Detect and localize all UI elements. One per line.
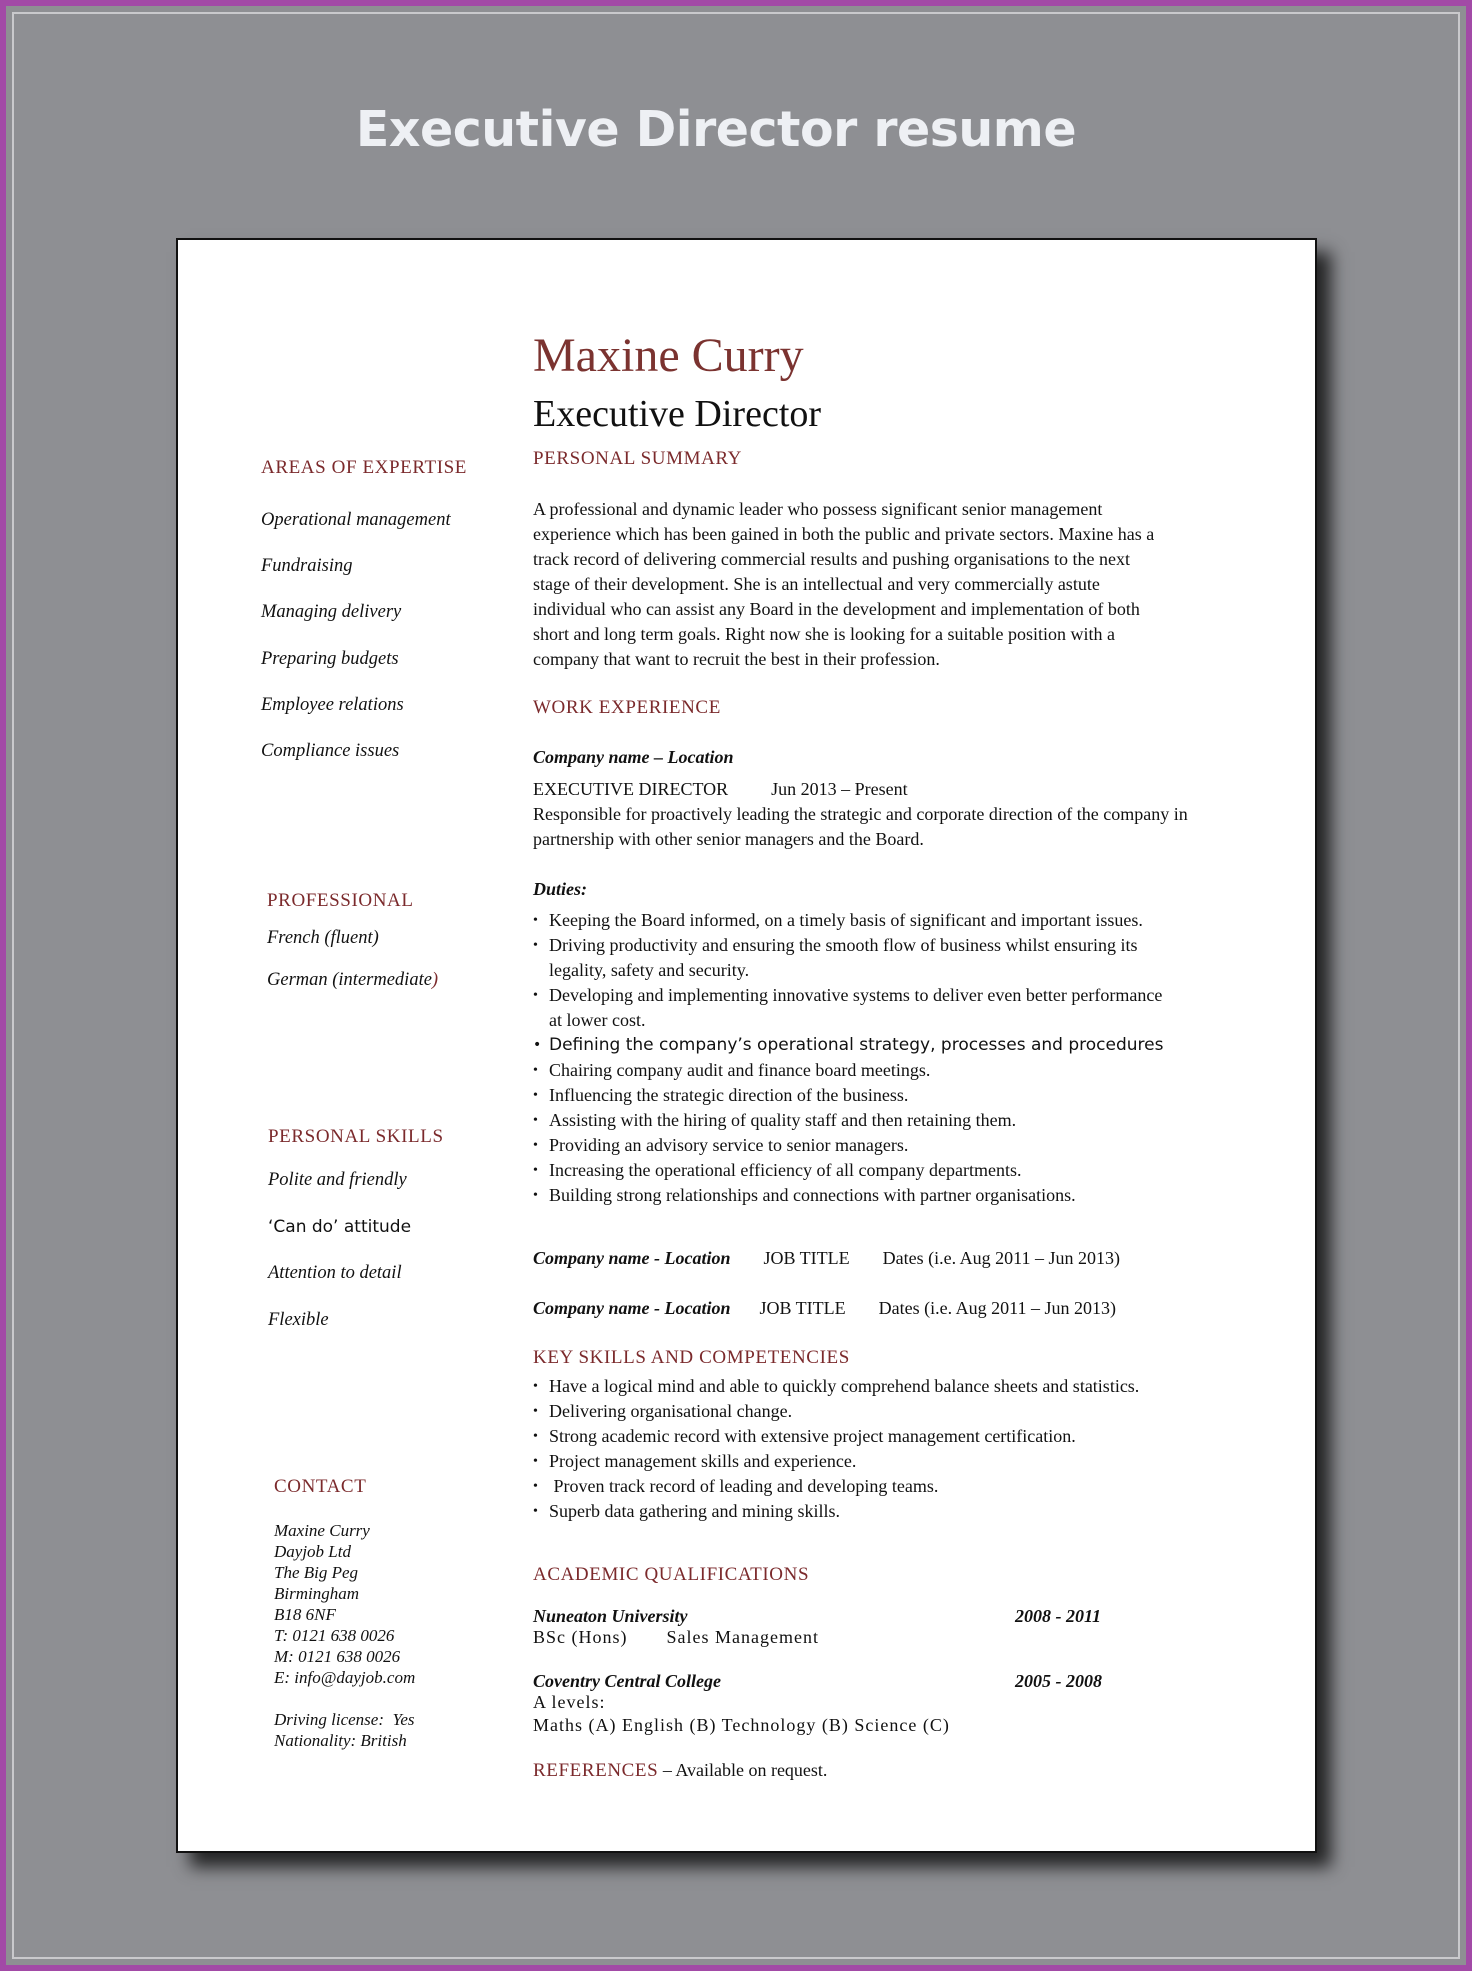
candidate-job-title: Executive Director xyxy=(533,393,822,435)
duty-item: • Increasing the operational efficiency of all company departments. xyxy=(533,1158,1233,1183)
duty-item: • Providing an advisory service to senior managers. xyxy=(533,1133,1233,1158)
job3-title: JOB TITLE xyxy=(759,1298,846,1318)
driving-license: Driving license: Yes xyxy=(274,1710,415,1729)
job1-role-line xyxy=(533,777,1233,802)
banner-title: Executive Director resume xyxy=(355,101,1077,158)
edu2-line1: A levels: xyxy=(533,1692,606,1712)
area-item: Compliance issues xyxy=(261,741,400,761)
skill-item: Flexible xyxy=(268,1310,329,1330)
edu1-years: 2008 - 2011 xyxy=(1015,1606,1102,1626)
key-skills-heading: KEY SKILLS AND COMPETENCIES xyxy=(533,1347,850,1368)
summary-line: experience which has been gained in both the public and private sectors. Maxine has a xyxy=(533,524,1155,544)
language-item: French (fluent) xyxy=(267,928,379,948)
area-item: Fundraising xyxy=(261,556,353,576)
skills-heading: PERSONAL SKILLS xyxy=(268,1126,444,1147)
job1-company: Company name – Location xyxy=(533,747,734,767)
duty-item-continued xyxy=(533,958,1233,983)
summary-line: A professional and dynamic leader who possess significant senior management xyxy=(533,499,1103,519)
job1-role: EXECUTIVE DIRECTOR xyxy=(533,779,729,799)
edu2-years: 2005 - 2008 xyxy=(1015,1671,1102,1691)
job2-line xyxy=(533,1246,1120,1271)
contact-block xyxy=(274,1520,415,1751)
area-item: Managing delivery xyxy=(261,602,402,622)
skill-item: ‘Can do’ attitude xyxy=(268,1217,412,1237)
job2-company: Company name - Location xyxy=(533,1248,731,1268)
duty-continuation: legality, safety and security. xyxy=(549,960,750,980)
duty-item: • Keeping the Board informed, on a timely basis of significant and important issues. xyxy=(533,908,1233,933)
summary-line: company that want to recruit the best in their profession. xyxy=(533,649,940,669)
area-item: Preparing budgets xyxy=(261,649,399,669)
summary-line: stage of their development. She is an intellectual and very commercially astute xyxy=(533,574,1100,594)
contact-phone: T: 0121 638 0026 xyxy=(274,1626,395,1645)
edu1-degree: BSc (Hons) xyxy=(533,1627,628,1647)
edu1-degree-line xyxy=(533,1627,1113,1648)
language-paren: ) xyxy=(431,970,439,990)
duty-item: • Chairing company audit and finance board meetings. xyxy=(533,1058,1233,1083)
references-label: REFERENCES xyxy=(533,1760,659,1781)
areas-heading: AREAS OF EXPERTISE xyxy=(261,457,468,478)
edu1-school: Nuneaton University xyxy=(533,1606,688,1626)
duties-list xyxy=(533,908,1233,1208)
summary-line: track record of delivering commercial results and pushing organisations to the next xyxy=(533,549,1130,569)
summary-line: short and long term goals. Right now she is looking for a suitable position with a xyxy=(533,624,1115,644)
area-item: Employee relations xyxy=(261,695,404,715)
contact-mobile: M: 0121 638 0026 xyxy=(274,1647,401,1666)
duty-item: • Assisting with the hiring of quality staff and then retaining them. xyxy=(533,1108,1233,1133)
edu1-block xyxy=(533,1606,1113,1648)
contact-line: B18 6NF xyxy=(274,1605,336,1624)
job1-block xyxy=(533,745,1233,1208)
language-item xyxy=(267,970,438,991)
job3-company: Company name - Location xyxy=(533,1298,731,1318)
job2-title: JOB TITLE xyxy=(763,1248,850,1268)
key-skill-item: • Superb data gathering and mining skills. xyxy=(533,1499,1139,1524)
job1-desc-line: Responsible for proactively leading the strategic and corporate direction of the company in xyxy=(533,804,1188,824)
contact-line: Birmingham xyxy=(274,1584,359,1603)
language-text: German (intermediate xyxy=(267,970,432,990)
skill-item: Polite and friendly xyxy=(268,1170,407,1190)
duty-item: • Building strong relationships and connections with partner organisations. xyxy=(533,1183,1233,1208)
duty-item: • Influencing the strategic direction of the business. xyxy=(533,1083,1233,1108)
contact-email: E: info@dayjob.com xyxy=(274,1668,416,1687)
key-skill-item: • Proven track record of leading and developing teams. xyxy=(533,1474,1139,1499)
contact-heading: CONTACT xyxy=(274,1476,367,1497)
references-text: – Available on request. xyxy=(658,1760,828,1780)
job1-dates: Jun 2013 – Present xyxy=(771,779,908,799)
candidate-name: Maxine Curry xyxy=(533,329,804,382)
duties-label: Duties: xyxy=(533,879,587,899)
contact-line: The Big Peg xyxy=(274,1563,359,1582)
duty-continuation: at lower cost. xyxy=(549,1010,646,1030)
job1-desc-line: partnership with other senior managers and the Board. xyxy=(533,829,924,849)
references-line xyxy=(533,1758,827,1783)
academic-heading: ACADEMIC QUALIFICATIONS xyxy=(533,1564,810,1585)
key-skills-list xyxy=(533,1374,1139,1524)
duty-item-continued xyxy=(533,1008,1233,1033)
edu2-school: Coventry Central College xyxy=(533,1671,721,1691)
work-heading: WORK EXPERIENCE xyxy=(533,697,721,718)
job3-line xyxy=(533,1296,1116,1321)
skill-item: Attention to detail xyxy=(268,1263,402,1283)
contact-line: Dayjob Ltd xyxy=(274,1542,351,1561)
contact-line: Maxine Curry xyxy=(274,1521,370,1540)
key-skill-item: • Have a logical mind and able to quickly comprehend balance sheets and statistics. xyxy=(533,1374,1139,1399)
key-skill-item: • Strong academic record with extensive project management certification. xyxy=(533,1424,1139,1449)
duty-item: • Defining the company’s operational strategy, processes and procedures xyxy=(533,1033,1233,1058)
key-skill-item: • Project management skills and experience. xyxy=(533,1449,1139,1474)
area-item: Operational management xyxy=(261,510,451,530)
summary-text xyxy=(533,497,1154,672)
resume-page xyxy=(176,238,1317,1853)
edu1-subject: Sales Management xyxy=(666,1627,819,1647)
edu2-block xyxy=(533,1671,1113,1736)
summary-line: individual who can assist any Board in the development and implementation of both xyxy=(533,599,1140,619)
job3-dates: Dates (i.e. Aug 2011 – Jun 2013) xyxy=(878,1298,1116,1318)
edu2-line2: Maths (A) English (B) Technology (B) Science (C) xyxy=(533,1715,950,1735)
summary-heading: PERSONAL SUMMARY xyxy=(533,448,742,469)
duty-item: • Driving productivity and ensuring the smooth flow of business whilst ensuring its xyxy=(533,933,1233,958)
duty-item: • Developing and implementing innovative systems to deliver even better performance xyxy=(533,983,1233,1008)
key-skill-item: • Delivering organisational change. xyxy=(533,1399,1139,1424)
job2-dates: Dates (i.e. Aug 2011 – Jun 2013) xyxy=(882,1248,1120,1268)
nationality: Nationality: British xyxy=(274,1731,407,1750)
professional-heading: PROFESSIONAL xyxy=(267,890,414,911)
